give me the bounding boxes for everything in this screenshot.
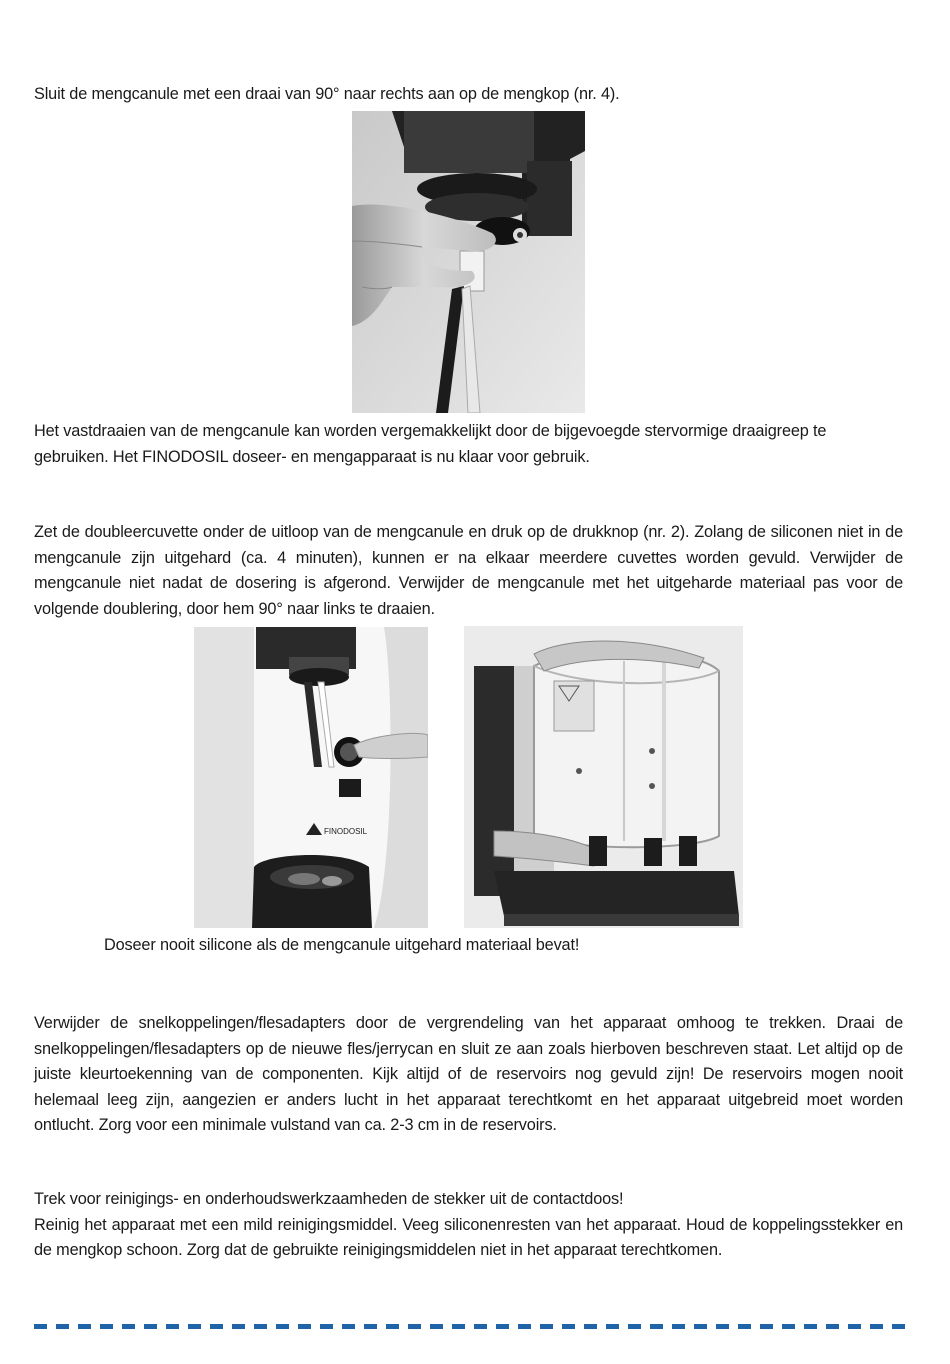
finodosil-device-label: FINODOSIL xyxy=(324,827,368,836)
photo-dosing-button xyxy=(194,627,428,928)
warning-hardened-material: Doseer nooit silicone als de mengcanule uitgehard materiaal bevat! xyxy=(104,936,580,954)
cleaning-unplug-warning: Trek voor reinigings- en onderhoudswerkzaamheden de stekker uit de contactdoos! xyxy=(34,1190,624,1208)
paragraph-refill-reservoirs: Verwijder de snelkoppelingen/flesadapters door de vergrendeling van het apparaat omhoog te trekken. Draai de snelkoppelingen/flesadapters op de nieuwe fles/jerrycan en sluit ze aan zoals hierboven beschreven staat. Let altijd op de juiste kleurtoekenning van de componenten. Kijk altijd of de reservoirs nog gevuld zijn! De reservoirs mogen nooit helemaal leeg zijn, aangezien er anders lucht in het apparaat terechtkomt en het apparaat uitgebreid moet worden ontlucht. Zorg voor een minimale vulstand van ca. 2-3 cm in de reservoirs. xyxy=(34,1014,903,1134)
dosing-device-illustration xyxy=(194,627,428,928)
note-attach-star-grip: Het vastdraaien van de mengcanule kan worden vergemakkelijkt door de bijgevoegde stervormige draaigreep te gebruiken. Het FINODOSIL doseer- en mengapparaat is nu klaar voor gebruik. xyxy=(34,422,827,466)
photo-cannula-attach xyxy=(352,111,585,413)
footer-dashed-rule xyxy=(34,1324,907,1329)
reservoirs-illustration xyxy=(464,626,743,928)
instruction-attach-cannula: Sluit de mengcanule met een draai van 90° naar rechts aan op de mengkop (nr. 4). xyxy=(34,85,620,103)
cleaning-instructions: Reinig het apparaat met een mild reinigingsmiddel. Veeg siliconenresten van het apparaat. Houd de koppelingsstekker en de mengkop schoon. Zorg dat de gebruikte reinigingsmiddelen niet in het apparaat terechtkomen. xyxy=(34,1215,903,1259)
photo-reservoirs xyxy=(464,626,743,928)
paragraph-cleaning xyxy=(34,1187,903,1264)
paragraph-dosing: Zet de doubleercuvette onder de uitloop van de mengcanule en druk op de drukknop (nr. 2). Zolang de siliconen niet in de mengcanule zijn uitgehard (ca. 4 minuten), kunnen er na elkaar meerdere cuvettes worden gevuld. Verwijder de mengcanule niet nadat de dosering is afgerond. Verwijder de mengcanule met het uitgeharde materiaal pas voor de volgende doublering, door hem 90° naar links te draaien. xyxy=(34,523,903,618)
cannula-attach-illustration xyxy=(352,111,585,413)
